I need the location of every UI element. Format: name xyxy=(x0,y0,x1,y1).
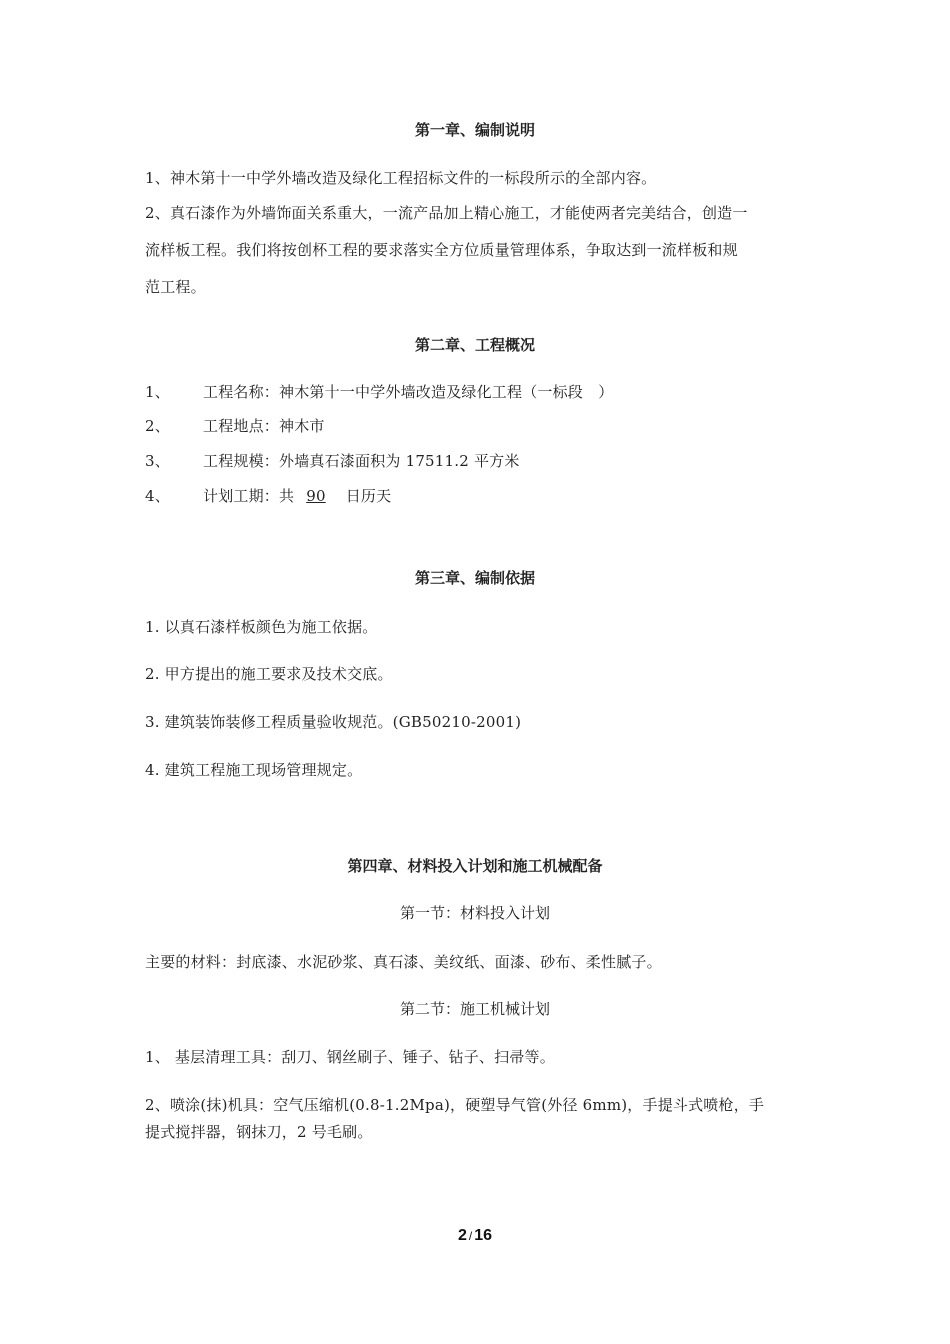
current-page: 2 xyxy=(457,1227,467,1244)
total-pages: 16 xyxy=(474,1227,493,1244)
chapter2-item-4 xyxy=(145,486,391,506)
chapter1-title: 第一章、编制说明 xyxy=(414,121,535,139)
chapter2-item-1 xyxy=(145,382,613,402)
list-number: 2、 xyxy=(145,417,170,435)
chapter4-title: 第四章、材料投入计划和施工机械配备 xyxy=(347,857,603,875)
chapter3-item-4: 4. 建筑工程施工现场管理规定。 xyxy=(145,761,363,779)
section1-text: 主要的材料：封底漆、水泥砂浆、真石漆、美纹纸、面漆、砂布、柔性腻子。 xyxy=(145,953,662,971)
chapter3-item-1: 1. 以真石漆样板颜色为施工依据。 xyxy=(145,618,378,636)
chapter3-item-2: 2. 甲方提出的施工要求及技术交底。 xyxy=(145,665,393,683)
duration-label: 计划工期：共 xyxy=(203,487,295,505)
section2-title: 第二节：施工机械计划 xyxy=(399,1000,550,1018)
list-text: 工程地点：神木市 xyxy=(203,417,325,435)
section2-item-1: 1、 基层清理工具：刮刀、钢丝刷子、锤子、钻子、扫帚等。 xyxy=(145,1048,555,1066)
chapter2-item-3 xyxy=(145,451,520,471)
duration-unit: 日历天 xyxy=(345,487,392,505)
chapter1-paragraph-2-line-1: 2、真石漆作为外墙饰面关系重大，一流产品加上精心施工，才能使两者完美结合，创造一 xyxy=(145,204,748,222)
list-text: 工程规模：外墙真石漆面积为 17511.2 平方米 xyxy=(203,452,520,470)
list-number: 1、 xyxy=(145,383,170,401)
page-number xyxy=(0,1226,950,1246)
chapter3-item-3: 3. 建筑装饰装修工程质量验收规范。(GB50210-2001) xyxy=(145,713,522,731)
chapter2-title: 第二章、工程概况 xyxy=(414,336,535,354)
list-number: 4、 xyxy=(145,487,170,505)
duration-value: 90 xyxy=(306,487,326,505)
chapter1-paragraph-2-line-3: 范工程。 xyxy=(145,278,206,296)
chapter1-paragraph-2-line-2: 流样板工程。我们将按创杯工程的要求落实全方位质量管理体系，争取达到一流样板和规 xyxy=(145,241,738,259)
section2-item-2-line-1: 2、喷涂(抹)机具：空气压缩机(0.8-1.2Mpa)，硬塑导气管(外径 6mm)，手提斗式喷枪，手 xyxy=(145,1096,765,1114)
section1-title: 第一节：材料投入计划 xyxy=(399,904,550,922)
page-separator: / xyxy=(468,1229,473,1243)
chapter3-title: 第三章、编制依据 xyxy=(414,569,535,587)
section2-item-2-line-2: 提式搅拌器，钢抹刀，2 号毛刷。 xyxy=(145,1123,373,1141)
chapter2-item-2 xyxy=(145,416,325,436)
chapter1-paragraph-1: 1、神木第十一中学外墙改造及绿化工程招标文件的一标段所示的全部内容。 xyxy=(145,169,657,187)
list-text: 工程名称：神木第十一中学外墙改造及绿化工程（一标段 ） xyxy=(203,383,614,401)
list-number: 3、 xyxy=(145,452,170,470)
